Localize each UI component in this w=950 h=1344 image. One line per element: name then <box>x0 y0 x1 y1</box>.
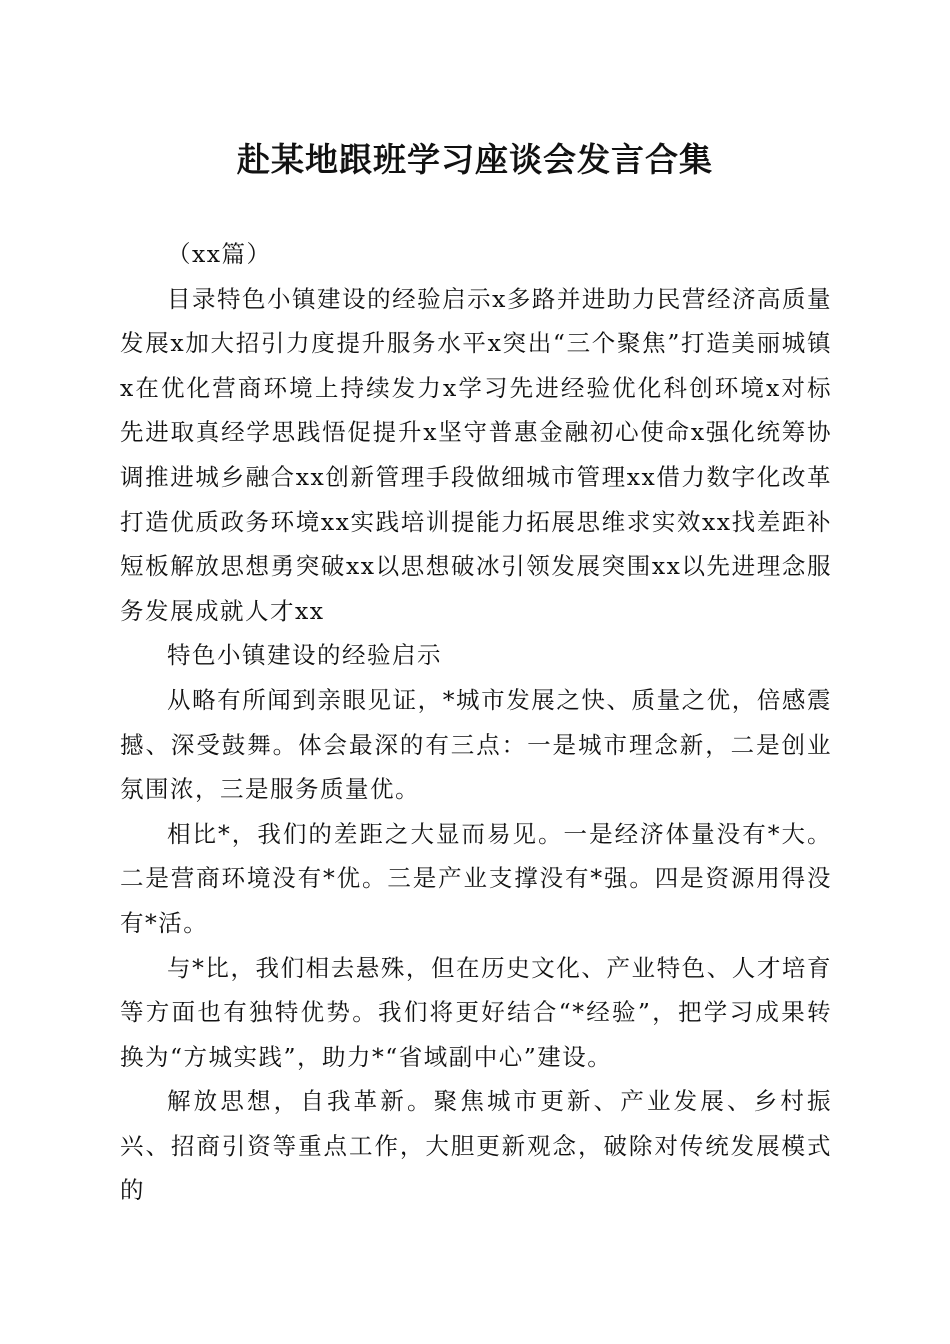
article-count: （xx篇） <box>167 240 272 268</box>
document-title: 赴某地跟班学习座谈会发言合集 <box>237 140 713 179</box>
body-paragraph: 从略有所闻到亲眼见证，*城市发展之快、质量之优，倍感震撼、深受鼓舞。体会最深的有三点：一是城市理念新，二是创业氛围浓，三是服务质量优。 <box>120 685 832 804</box>
body-paragraph: 与*比，我们相去悬殊，但在历史文化、产业特色、人才培育等方面也有独特优势。我们将更好结合“*经验”，把学习成果转换为“方城实践”，助力*“省域副中心”建设。 <box>120 953 832 1071</box>
body-paragraph: 相比*，我们的差距之大显而易见。一是经济体量没有*大。二是营商环境没有*优。三是产业支撑没有*强。四是资源用得没有*活。 <box>120 819 832 937</box>
section-heading: 特色小镇建设的经验启示 <box>167 641 442 670</box>
document-body <box>120 232 832 1213</box>
table-of-contents-paragraph: 目录特色小镇建设的经验启示x多路并进助力民营经济高质量发展x加大招引力度提升服务水平x突出“三个聚焦”打造美丽城镇x在优化营商环境上持续发力x学习先进经验优化科创环境x对标先进取真经学思践悟促提升x坚守普惠金融初心使命x强化统筹协调推进城乡融合xx创新管理手段做细城市管理xx借力数字化改革打造优质政务环境xx实践培训提能力拓展思维求实效xx找差距补短板解放思想勇突破xx以思想破冰引领发展突围xx以先进理念服务发展成就人才xx <box>120 284 832 625</box>
body-paragraph: 解放思想，自我革新。聚焦城市更新、产业发展、乡村振兴、招商引资等重点工作，大胆更新观念，破除对传统发展模式的 <box>120 1087 832 1205</box>
